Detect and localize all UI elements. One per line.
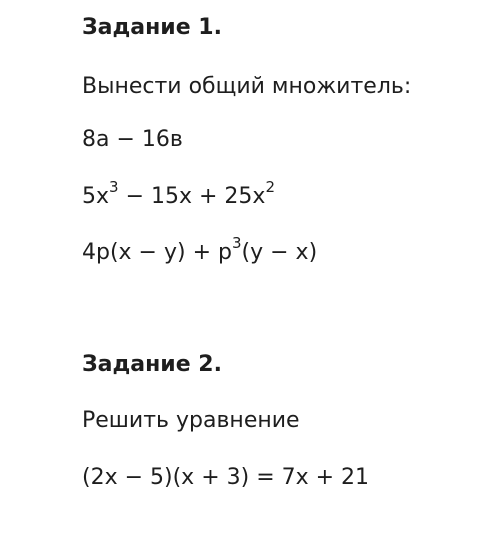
expression-2-exponent-1: 3	[109, 177, 119, 196]
expression-2-exponent-2: 2	[265, 177, 275, 196]
task-2-instruction: Решить уравнение	[82, 408, 300, 433]
task-1-expression-3	[82, 233, 318, 266]
task-1-expression-2	[82, 177, 275, 210]
expression-2-part-2: − 15x + 25x	[118, 184, 266, 209]
task-1-instruction: Вынести общий множитель:	[82, 74, 412, 99]
expression-3-part-1: 4p(x − y) + p	[82, 240, 232, 265]
task-1-heading: Задание 1.	[82, 15, 222, 40]
expression-3-exponent-1: 3	[231, 233, 242, 252]
task-2-heading: Задание 2.	[82, 352, 222, 377]
task-2-equation: (2x − 5)(x + 3) = 7x + 21	[82, 465, 370, 490]
task-1-expression-1: 8а − 16в	[82, 127, 183, 152]
expression-3-part-2: (y − x)	[241, 240, 318, 265]
expression-2-part-1: 5x	[82, 184, 110, 209]
